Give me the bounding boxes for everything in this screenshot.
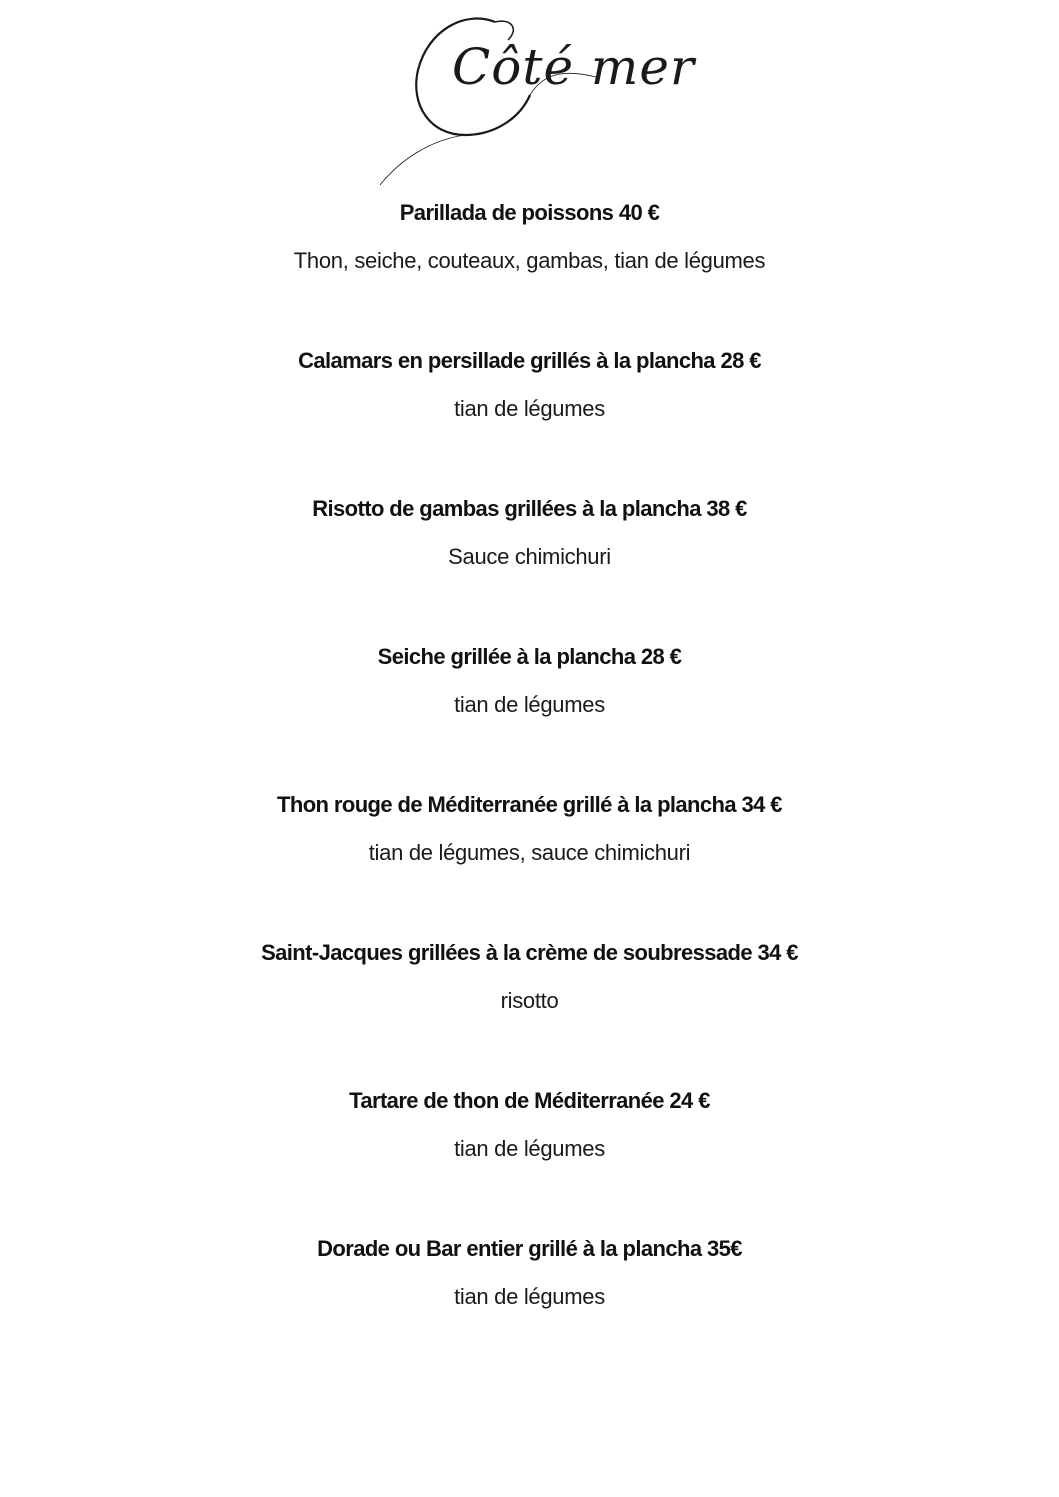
item-title: Seiche grillée à la plancha 28 € bbox=[377, 644, 682, 669]
item-title: Calamars en persillade grillés à la plancha 28 € bbox=[298, 348, 761, 373]
item-description: Thon, seiche, couteaux, gambas, tian de légumes bbox=[293, 248, 766, 273]
item-description: Sauce chimichuri bbox=[448, 544, 611, 569]
menu-item-tartare-thon bbox=[0, 1086, 1059, 1164]
menu-header bbox=[370, 0, 695, 190]
menu-item-thon-rouge bbox=[0, 790, 1059, 868]
item-description: tian de légumes bbox=[454, 1284, 605, 1309]
menu-item-calamars bbox=[0, 346, 1059, 424]
item-title: Tartare de thon de Méditerranée 24 € bbox=[349, 1088, 710, 1113]
item-description: risotto bbox=[500, 988, 559, 1013]
item-description: tian de légumes bbox=[454, 692, 605, 717]
item-title: Saint-Jacques grillées à la crème de soubressade 34 € bbox=[261, 940, 798, 965]
item-title: Risotto de gambas grillées à la plancha 38 € bbox=[312, 496, 747, 521]
item-title: Parillada de poissons 40 € bbox=[399, 200, 660, 225]
menu-item-dorade-bar bbox=[0, 1234, 1059, 1312]
item-title: Thon rouge de Méditerranée grillé à la plancha 34 € bbox=[277, 792, 782, 817]
item-description: tian de légumes, sauce chimichuri bbox=[368, 840, 691, 865]
item-description: tian de légumes bbox=[454, 1136, 605, 1161]
item-title: Dorade ou Bar entier grillé à la plancha 35€ bbox=[317, 1236, 742, 1261]
menu-item-saint-jacques bbox=[0, 938, 1059, 1016]
section-title: Côté mer bbox=[452, 38, 695, 96]
menu-item-risotto-gambas bbox=[0, 494, 1059, 572]
menu-item-seiche bbox=[0, 642, 1059, 720]
menu-item-parillada bbox=[0, 198, 1059, 276]
item-description: tian de légumes bbox=[454, 396, 605, 421]
